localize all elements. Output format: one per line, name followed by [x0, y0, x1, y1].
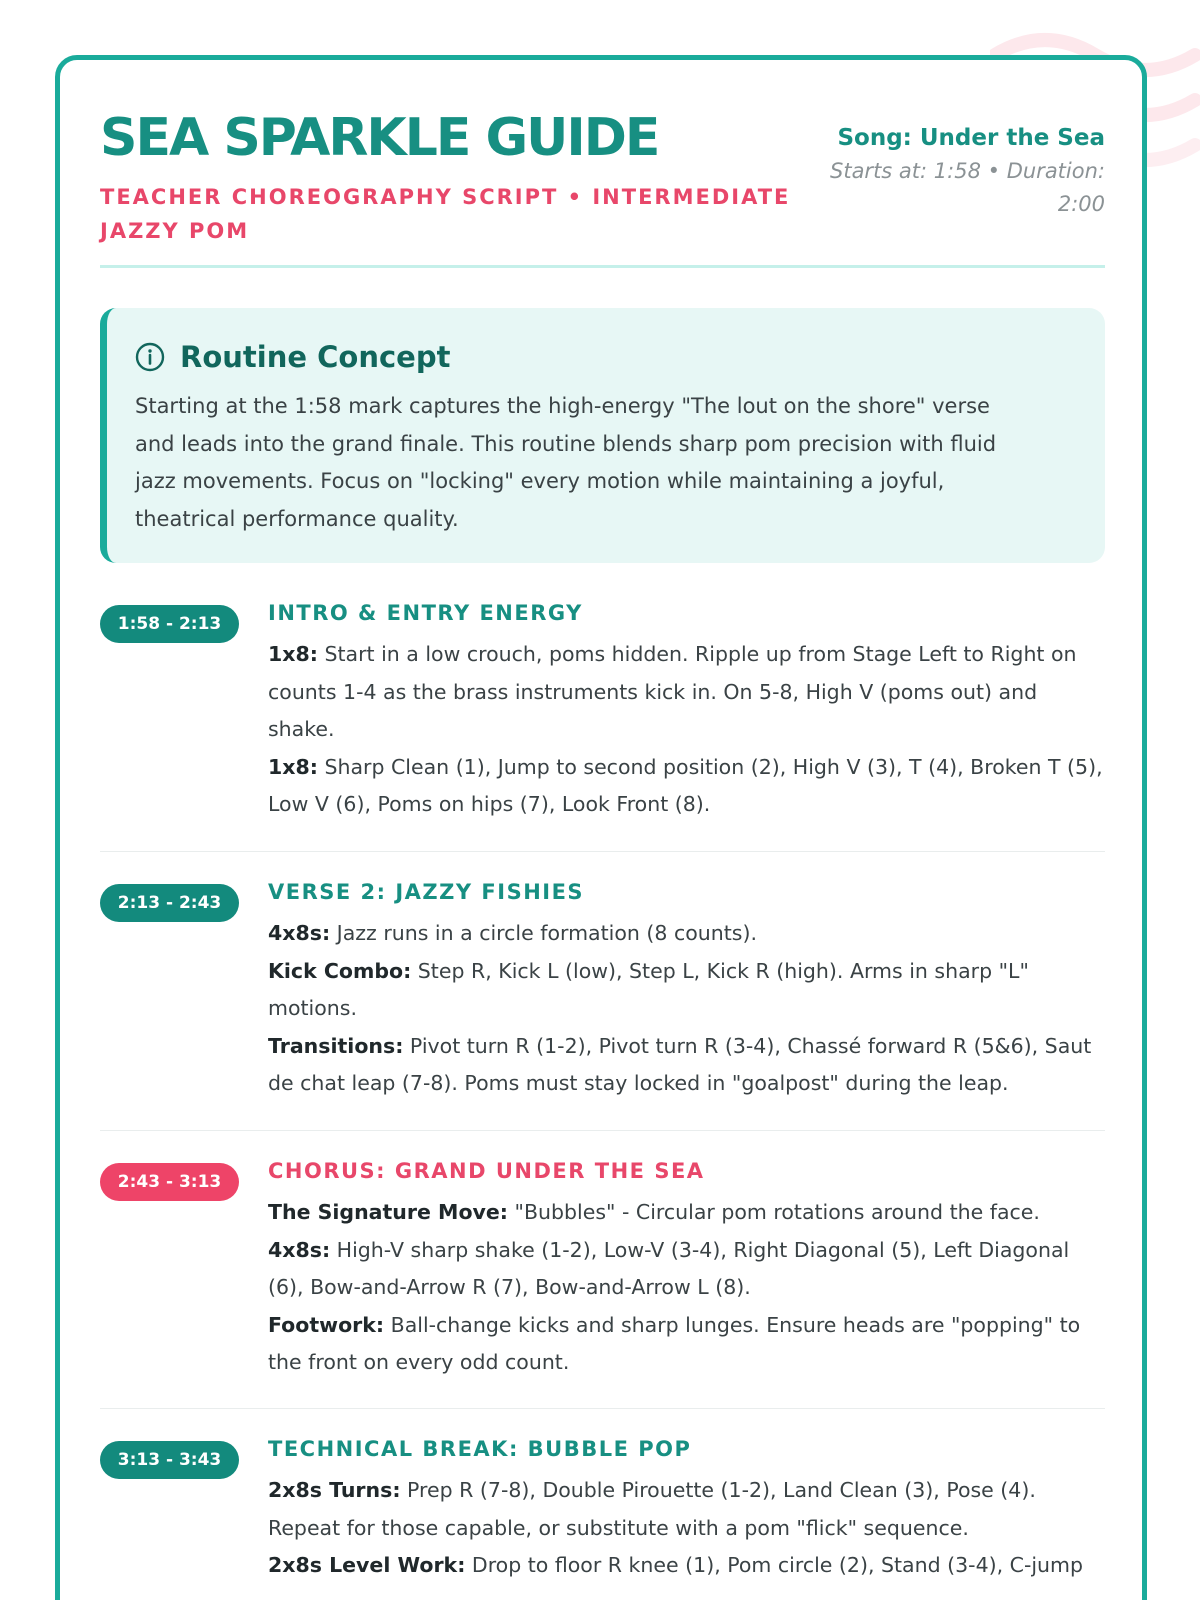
entry [268, 1472, 1108, 1547]
info-circle-icon [135, 342, 165, 372]
section-title: CHORUS: GRAND UNDER THE SEA [268, 1159, 705, 1183]
entry [268, 1028, 1108, 1103]
section-body [268, 1436, 1108, 1585]
entry-label: 2x8s Level Work: [268, 1553, 466, 1577]
header-divider [100, 265, 1105, 268]
entry [268, 1232, 1108, 1307]
section-title: INTRO & ENTRY ENERGY [268, 601, 583, 625]
song-info [795, 123, 1105, 221]
section-divider [100, 1408, 1105, 1409]
section-entries [268, 1472, 1108, 1585]
page-subtitle: TEACHER CHOREOGRAPHY SCRIPT • INTERMEDIATE JAZZY POM [100, 185, 791, 243]
concept-text: Starting at the 1:58 mark captures the high-energy "The lout on the shore" verse and leads into the grand finale. This routine blends sharp pom precision with fluid jazz movements. Focus on "locking" every motion while maintaining a joyful, theatrical performance quality. [135, 394, 997, 531]
entry [268, 1307, 1108, 1382]
entry [268, 636, 1108, 749]
entry [268, 1547, 1108, 1585]
time-badge: 3:13 - 3:43 [100, 1441, 239, 1479]
time-badge: 1:58 - 2:13 [100, 605, 239, 643]
entry-label: 1x8: [268, 754, 318, 779]
entry-label: The Signature Move: [268, 1200, 509, 1224]
section-entries [268, 915, 1108, 1103]
section-divider [100, 851, 1105, 852]
section-body [268, 600, 1108, 824]
guide-card [55, 55, 1147, 1600]
section-body [268, 879, 1108, 1103]
entry-text: Step R, Kick L (low), Step L, Kick R (high). Arms in sharp "L" motions. [268, 958, 1029, 1020]
entry [268, 749, 1108, 824]
entry-label: 1x8: [268, 642, 318, 666]
concept-title: Routine Concept [180, 340, 451, 374]
section-body [268, 1158, 1108, 1382]
entry-label: Footwork: [268, 1312, 385, 1337]
entry-text: Prep R (7-8), Double Pirouette (1-2), Land Clean (3), Pose (4). Repeat for those capable, or substitute with a pom "flick" sequence. [268, 1478, 1036, 1540]
entry-label: 4x8s: [268, 921, 331, 945]
entry-text: Drop to floor R knee (1), Pom circle (2), Stand (3-4), C-jump [465, 1553, 1084, 1577]
entry-label: Kick Combo: [268, 958, 412, 983]
page-title: SEA SPARKLE GUIDE [100, 108, 659, 168]
song-title: Song: Under the Sea [837, 125, 1105, 151]
section-title: TECHNICAL BREAK: BUBBLE POP [268, 1437, 692, 1461]
header [100, 108, 1105, 323]
concept-header [135, 336, 1075, 378]
entry-text: High-V sharp shake (1-2), Low-V (3-4), Right Diagonal (5), Left Diagonal (6), Bow-and-Arrow R (7), Bow-and-Arrow L (8). [268, 1237, 1070, 1299]
entry-label: Transitions: [268, 1033, 404, 1058]
entry [268, 915, 1108, 953]
entry [268, 1194, 1108, 1232]
song-meta-separator: • [987, 159, 1001, 183]
entry-text: Ball-change kicks and sharp lunges. Ensure heads are "popping" to the front on every odd count. [268, 1312, 1081, 1374]
entry-text: Pivot turn R (1-2), Pivot turn R (3-4), Chassé forward R (5&6), Saut de chat leap (7-8). Poms must stay locked in "goalpost" during the leap. [268, 1033, 1092, 1095]
section-title: VERSE 2: JAZZY FISHIES [268, 880, 585, 904]
time-badge: 2:13 - 2:43 [100, 884, 239, 922]
routine-concept-box [100, 308, 1105, 563]
entry-text: Jazz runs in a circle formation (8 counts). [330, 921, 757, 945]
section-entries [268, 636, 1108, 824]
entry-text: "Bubbles" - Circular pom rotations around the face. [508, 1200, 1040, 1224]
song-timing [795, 155, 1105, 221]
entry-label: 2x8s Turns: [268, 1478, 401, 1502]
song-start: Starts at: 1:58 [830, 159, 981, 183]
section-divider [100, 1130, 1105, 1131]
entry [268, 953, 1108, 1028]
entry-text: Sharp Clean (1), Jump to second position (2), High V (3), T (4), Broken T (5), Low V (6), Poms on hips (7), Look Front (8). [268, 754, 1103, 816]
entry-text: Start in a low crouch, poms hidden. Ripple up from Stage Left to Right on counts 1-4 as the brass instruments kick in. On 5-8, High V (poms out) and shake. [268, 642, 1077, 741]
song-duration: Duration: 2:00 [1006, 159, 1105, 216]
time-badge: 2:43 - 3:13 [100, 1163, 239, 1201]
entry-label: 4x8s: [268, 1237, 331, 1262]
section-entries [268, 1194, 1108, 1382]
